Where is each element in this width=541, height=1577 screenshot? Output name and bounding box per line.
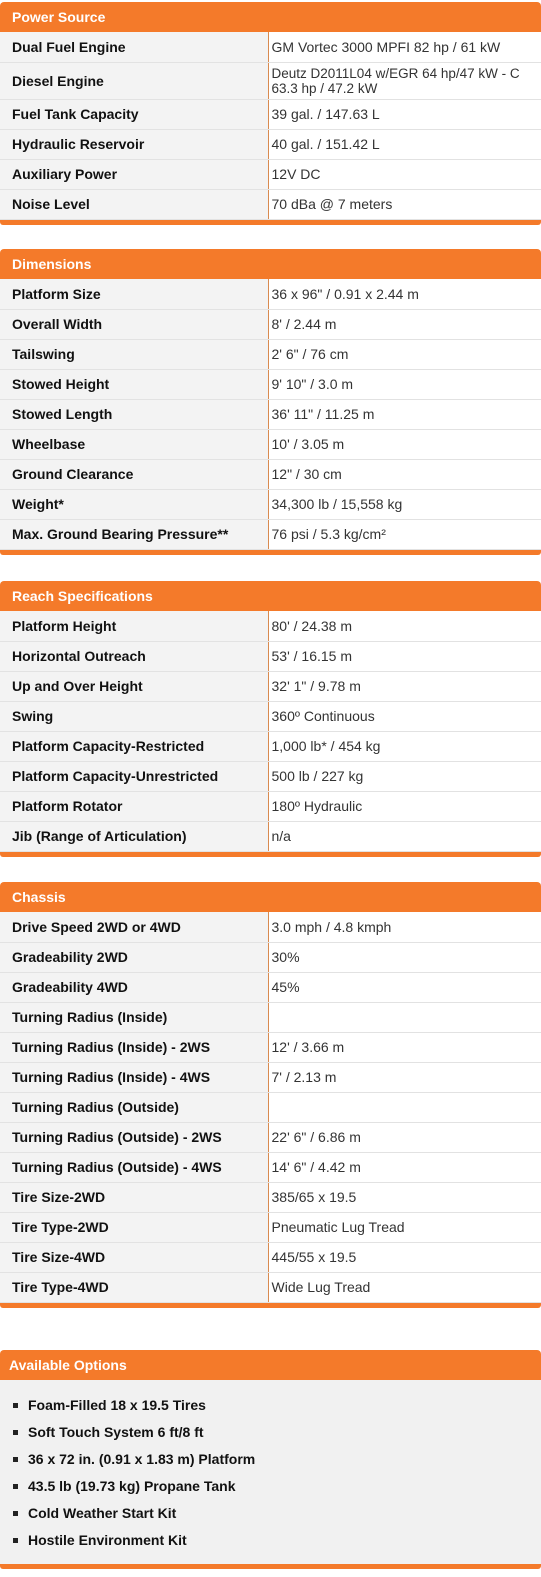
spec-label: Tailswing	[0, 339, 268, 369]
spec-value: 80' / 24.38 m	[268, 611, 541, 641]
spec-label: Turning Radius (Inside)	[0, 1002, 268, 1032]
spec-value: 76 psi / 5.3 kg/cm²	[268, 519, 541, 549]
spec-value: 180º Hydraulic	[268, 791, 541, 821]
table-row	[0, 339, 541, 369]
table-row	[0, 489, 541, 519]
spec-value: 3.0 mph / 4.8 kmph	[268, 912, 541, 942]
table-row	[0, 159, 541, 189]
spec-label: Hydraulic Reservoir	[0, 129, 268, 159]
spec-value: 1,000 lb* / 454 kg	[268, 731, 541, 761]
spec-label: Gradeability 4WD	[0, 972, 268, 1002]
table-row	[0, 519, 541, 549]
spec-label: Jib (Range of Articulation)	[0, 821, 268, 851]
table-row	[0, 641, 541, 671]
spec-label: Turning Radius (Inside) - 4WS	[0, 1062, 268, 1092]
spec-table	[0, 611, 541, 852]
spec-value	[268, 1002, 541, 1032]
table-row	[0, 459, 541, 489]
table-row	[0, 972, 541, 1002]
table-row	[0, 761, 541, 791]
spec-value: 7' / 2.13 m	[268, 1062, 541, 1092]
table-row	[0, 1272, 541, 1302]
section-footer-bar	[0, 550, 541, 555]
spec-label: Ground Clearance	[0, 459, 268, 489]
spec-label: Swing	[0, 701, 268, 731]
spec-value: 12" / 30 cm	[268, 459, 541, 489]
list-item: Soft Touch System 6 ft/8 ft	[0, 1419, 541, 1446]
table-row	[0, 129, 541, 159]
spec-value: 2' 6" / 76 cm	[268, 339, 541, 369]
spec-label: Platform Capacity-Restricted	[0, 731, 268, 761]
spec-label: Drive Speed 2WD or 4WD	[0, 912, 268, 942]
section-reach-specifications	[0, 581, 541, 857]
spec-label: Diesel Engine	[0, 62, 268, 99]
spec-label: Turning Radius (Outside)	[0, 1092, 268, 1122]
table-row	[0, 369, 541, 399]
spec-value: 12' / 3.66 m	[268, 1032, 541, 1062]
table-row	[0, 309, 541, 339]
section-title: Power Source	[0, 2, 541, 32]
section-available-options	[0, 1350, 541, 1569]
table-row	[0, 429, 541, 459]
table-row	[0, 1152, 541, 1182]
table-row	[0, 1212, 541, 1242]
spec-label: Platform Capacity-Unrestricted	[0, 761, 268, 791]
section-power-source	[0, 2, 541, 225]
section-footer-bar	[0, 220, 541, 225]
spec-value: 34,300 lb / 15,558 kg	[268, 489, 541, 519]
spec-value: 12V DC	[268, 159, 541, 189]
section-chassis	[0, 882, 541, 1308]
spec-value: 385/65 x 19.5	[268, 1182, 541, 1212]
table-row	[0, 189, 541, 219]
spec-value: n/a	[268, 821, 541, 851]
table-row	[0, 1032, 541, 1062]
spec-label: Tire Size-4WD	[0, 1242, 268, 1272]
spec-label: Wheelbase	[0, 429, 268, 459]
table-row	[0, 1182, 541, 1212]
spec-label: Fuel Tank Capacity	[0, 99, 268, 129]
table-row	[0, 611, 541, 641]
list-item: 43.5 lb (19.73 kg) Propane Tank	[0, 1473, 541, 1500]
spec-value	[268, 1092, 541, 1122]
spec-label: Noise Level	[0, 189, 268, 219]
spec-label: Stowed Height	[0, 369, 268, 399]
list-item: Foam-Filled 18 x 19.5 Tires	[0, 1392, 541, 1419]
spec-label: Platform Height	[0, 611, 268, 641]
spec-value: 500 lb / 227 kg	[268, 761, 541, 791]
spec-label: Gradeability 2WD	[0, 942, 268, 972]
spec-value: 8' / 2.44 m	[268, 309, 541, 339]
table-row	[0, 399, 541, 429]
table-row	[0, 791, 541, 821]
spec-label: Tire Size-2WD	[0, 1182, 268, 1212]
bullet-icon	[13, 1430, 18, 1435]
spec-value: 32' 1" / 9.78 m	[268, 671, 541, 701]
list-item: Cold Weather Start Kit	[0, 1500, 541, 1527]
spec-table	[0, 912, 541, 1303]
table-row	[0, 912, 541, 942]
spec-label: Overall Width	[0, 309, 268, 339]
section-title: Available Options	[0, 1350, 541, 1380]
spec-label: Turning Radius (Outside) - 4WS	[0, 1152, 268, 1182]
table-row	[0, 62, 541, 99]
spec-value: GM Vortec 3000 MPFI 82 hp / 61 kW	[268, 32, 541, 62]
table-row	[0, 701, 541, 731]
table-row	[0, 1002, 541, 1032]
spec-value: 360º Continuous	[268, 701, 541, 731]
section-dimensions	[0, 249, 541, 555]
spec-value: 10' / 3.05 m	[268, 429, 541, 459]
section-title: Chassis	[0, 882, 541, 912]
table-row	[0, 731, 541, 761]
table-row	[0, 1092, 541, 1122]
spec-label: Platform Rotator	[0, 791, 268, 821]
section-footer-bar	[0, 1564, 541, 1569]
section-footer-bar	[0, 852, 541, 857]
list-item: Hostile Environment Kit	[0, 1527, 541, 1554]
table-row	[0, 671, 541, 701]
spec-value: 36' 11" / 11.25 m	[268, 399, 541, 429]
spec-label: Turning Radius (Outside) - 2WS	[0, 1122, 268, 1152]
table-row	[0, 99, 541, 129]
spec-value: 14' 6" / 4.42 m	[268, 1152, 541, 1182]
spec-label: Auxiliary Power	[0, 159, 268, 189]
spec-label: Max. Ground Bearing Pressure**	[0, 519, 268, 549]
bullet-icon	[13, 1484, 18, 1489]
spec-label: Dual Fuel Engine	[0, 32, 268, 62]
spec-value: Deutz D2011L04 w/EGR 64 hp/47 kW - C 63.3 hp / 47.2 kW	[268, 62, 541, 99]
section-title: Dimensions	[0, 249, 541, 279]
table-row	[0, 1062, 541, 1092]
table-row	[0, 1242, 541, 1272]
table-row	[0, 821, 541, 851]
spec-label: Turning Radius (Inside) - 2WS	[0, 1032, 268, 1062]
spec-value: 36 x 96" / 0.91 x 2.44 m	[268, 279, 541, 309]
spec-label: Horizontal Outreach	[0, 641, 268, 671]
options-list	[0, 1380, 541, 1564]
spec-value: Pneumatic Lug Tread	[268, 1212, 541, 1242]
spec-label: Tire Type-4WD	[0, 1272, 268, 1302]
spec-value: Wide Lug Tread	[268, 1272, 541, 1302]
spec-value: 39 gal. / 147.63 L	[268, 99, 541, 129]
spec-value: 70 dBa @ 7 meters	[268, 189, 541, 219]
bullet-icon	[13, 1538, 18, 1543]
spec-value: 53' / 16.15 m	[268, 641, 541, 671]
table-row	[0, 1122, 541, 1152]
bullet-icon	[13, 1457, 18, 1462]
spec-value: 40 gal. / 151.42 L	[268, 129, 541, 159]
spec-value: 45%	[268, 972, 541, 1002]
section-footer-bar	[0, 1303, 541, 1308]
spec-table	[0, 32, 541, 220]
section-title: Reach Specifications	[0, 581, 541, 611]
spec-label: Up and Over Height	[0, 671, 268, 701]
spec-label: Weight*	[0, 489, 268, 519]
table-row	[0, 279, 541, 309]
list-item: 36 x 72 in. (0.91 x 1.83 m) Platform	[0, 1446, 541, 1473]
table-row	[0, 32, 541, 62]
spec-label: Platform Size	[0, 279, 268, 309]
spec-value: 9' 10" / 3.0 m	[268, 369, 541, 399]
spec-value: 22' 6" / 6.86 m	[268, 1122, 541, 1152]
bullet-icon	[13, 1403, 18, 1408]
spec-label: Tire Type-2WD	[0, 1212, 268, 1242]
bullet-icon	[13, 1511, 18, 1516]
spec-table	[0, 279, 541, 550]
spec-value: 30%	[268, 942, 541, 972]
table-row	[0, 942, 541, 972]
spec-value: 445/55 x 19.5	[268, 1242, 541, 1272]
spec-label: Stowed Length	[0, 399, 268, 429]
